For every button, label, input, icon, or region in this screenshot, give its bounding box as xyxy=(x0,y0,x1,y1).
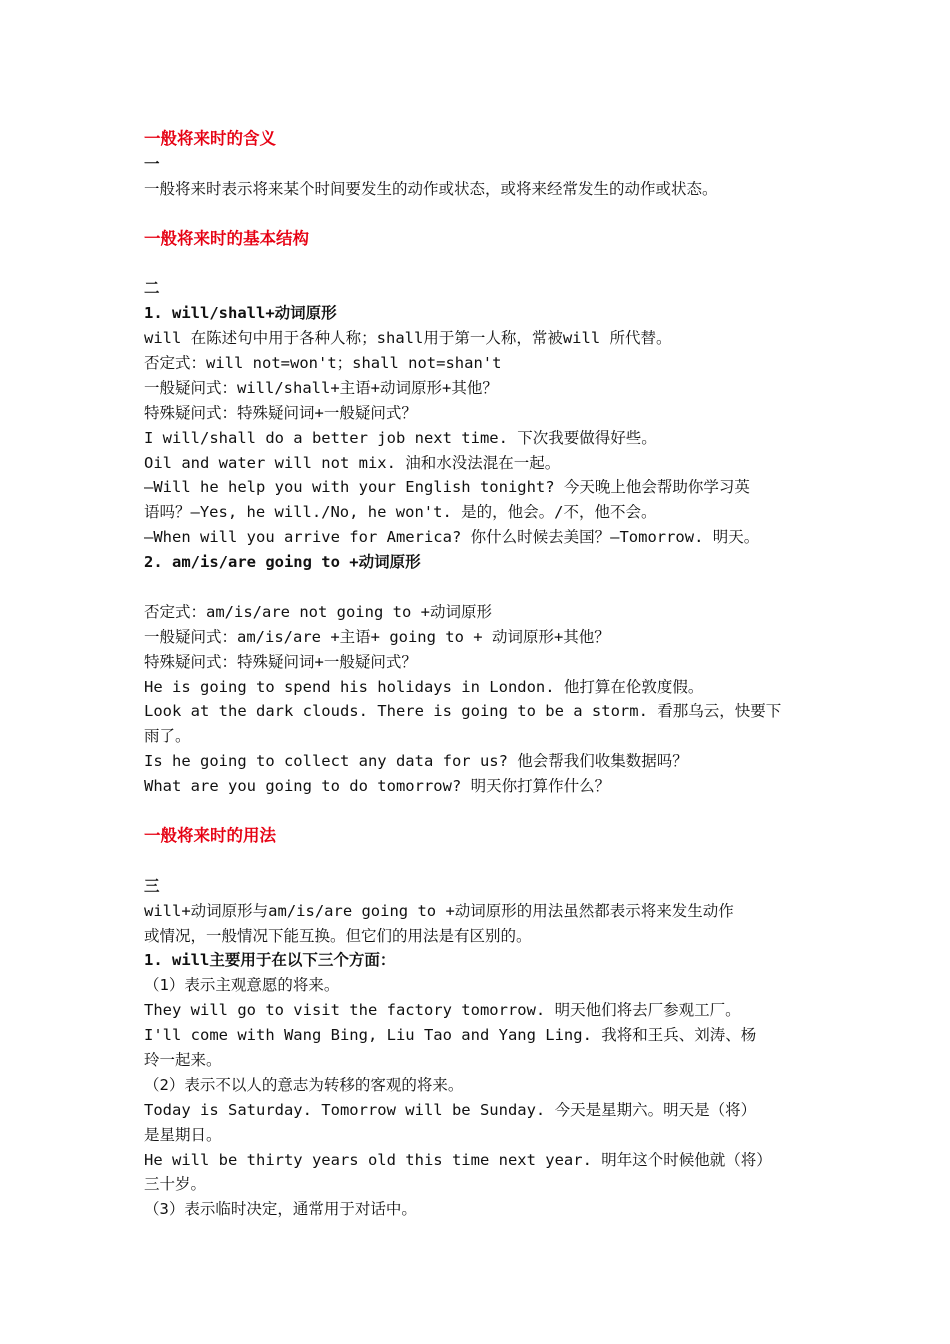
text-line: 雨了。 xyxy=(144,727,191,746)
text-line: 2. am/is/are going to +动词原形 xyxy=(144,553,421,572)
text-line: 或情况，一般情况下能互换。但它们的用法是有区别的。 xyxy=(144,926,532,945)
text-line: They will go to visit the factory tomorrow. 明天他们将去厂参观工厂。 xyxy=(144,1001,741,1020)
text-line: 一般疑问式：am/is/are +主语+ going to + 动词原形+其他？ xyxy=(144,627,610,646)
text-line: 否定式：am/is/are not going to +动词原形 xyxy=(144,602,492,621)
text-line: 1. will主要用于在以下三个方面： xyxy=(144,951,396,970)
text-line: —Will he help you with your English tonight? 今天晚上他会帮助你学习英 xyxy=(144,478,750,497)
text-line: will+动词原形与am/is/are going to +动词原形的用法虽然都表示将来发生动作 xyxy=(144,901,734,920)
text-line: 玲一起来。 xyxy=(144,1050,222,1069)
text-line: Is he going to collect any data for us? 他会帮我们收集数据吗？ xyxy=(144,752,688,771)
text-line: （1）表示主观意愿的将来。 xyxy=(144,976,340,995)
blank-line xyxy=(144,575,834,600)
text-line: 二 xyxy=(144,279,160,298)
section-heading: 一般将来时的含义 xyxy=(144,129,276,148)
blank-line xyxy=(144,202,834,227)
text-line: 特殊疑问式：特殊疑问词+一般疑问式？ xyxy=(144,403,417,422)
text-line: （3）表示临时决定，通常用于对话中。 xyxy=(144,1200,417,1219)
text-line: —When will you arrive for America? 你什么时候去美国？—Tomorrow. 明天。 xyxy=(144,528,760,547)
text-line: Today is Saturday. Tomorrow will be Sunday. 今天是星期六。明天是（将） xyxy=(144,1100,757,1119)
text-line: 一般疑问式：will/shall+主语+动词原形+其他？ xyxy=(144,378,498,397)
text-line: （2）表示不以人的意志为转移的客观的将来。 xyxy=(144,1075,464,1094)
blank-line xyxy=(144,849,834,874)
section-heading: 一般将来时的基本结构 xyxy=(144,228,309,248)
blank-line xyxy=(144,251,834,276)
text-line: 语吗？—Yes, he will./No, he won't. 是的，他会。/不，他不会。 xyxy=(144,503,657,522)
blank-line xyxy=(144,799,834,824)
text-line: 一般将来时表示将来某个时间要发生的动作或状态，或将来经常发生的动作或状态。 xyxy=(144,179,718,198)
text-line: 是星期日。 xyxy=(144,1125,222,1144)
text-line: I'll come with Wang Bing, Liu Tao and Yang Ling. 我将和王兵、刘涛、杨 xyxy=(144,1026,757,1045)
text-line: I will/shall do a better job next time. 下次我要做得好些。 xyxy=(144,428,657,447)
text-line: 三 xyxy=(144,876,160,895)
text-line: He is going to spend his holidays in London. 他打算在伦敦度假。 xyxy=(144,677,704,696)
text-line: What are you going to do tomorrow? 明天你打算作什么？ xyxy=(144,777,611,796)
text-line: Oil and water will not mix. 油和水没法混在一起。 xyxy=(144,453,561,472)
text-line: 1. will/shall+动词原形 xyxy=(144,304,337,323)
document-body xyxy=(144,127,834,1222)
text-line: Look at the dark clouds. There is going to be a storm. 看那乌云，快要下 xyxy=(144,702,782,721)
text-line: will 在陈述句中用于各种人称；shall用于第一人称，常被will 所代替。 xyxy=(144,329,672,348)
text-line: 特殊疑问式：特殊疑问词+一般疑问式？ xyxy=(144,652,417,671)
text-line: 三十岁。 xyxy=(144,1175,207,1194)
section-heading: 一般将来时的用法 xyxy=(144,825,276,845)
text-line: 一 xyxy=(144,154,160,173)
text-line: 否定式：will not=won't；shall not=shan't xyxy=(144,354,502,373)
text-line: He will be thirty years old this time next year. 明年这个时候他就（将） xyxy=(144,1150,772,1169)
